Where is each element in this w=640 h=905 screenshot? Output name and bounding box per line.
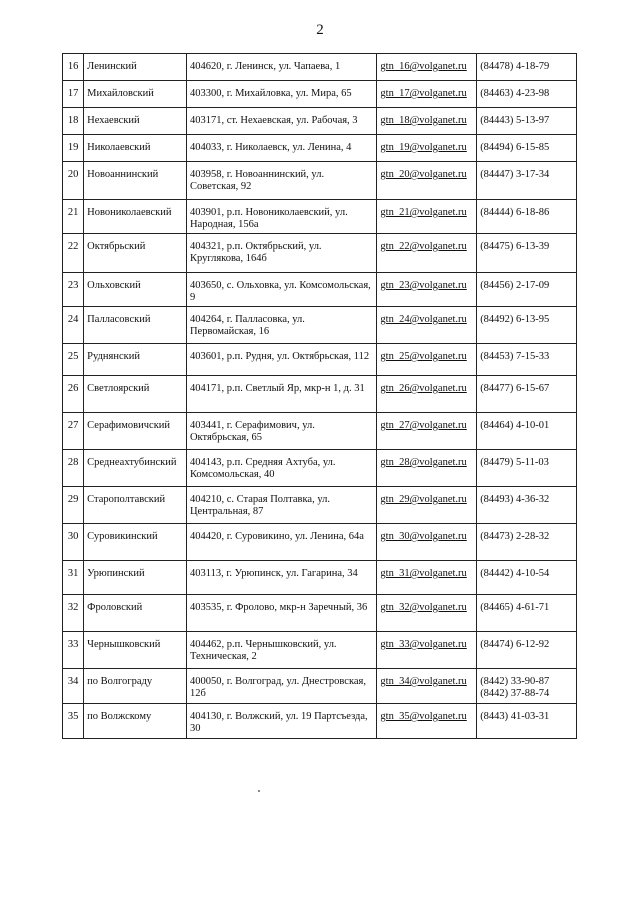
district-name: Руднянский (84, 344, 187, 376)
row-number: 19 (63, 135, 84, 162)
email-link[interactable]: gtn_22@volganet.ru (380, 241, 467, 252)
email-link[interactable]: gtn_17@volganet.ru (380, 88, 467, 99)
email-cell (377, 234, 477, 273)
district-name: Чернышковский (84, 632, 187, 669)
phone-cell (477, 632, 577, 669)
address: 403958, г. Новоаннинский, ул. Советская, 92 (186, 162, 376, 200)
row-number: 35 (63, 704, 84, 739)
table-row (63, 561, 577, 595)
phone-cell (477, 704, 577, 739)
district-name: Урюпинский (84, 561, 187, 595)
address: 403300, г. Михайловка, ул. Мира, 65 (186, 81, 376, 108)
district-name: Серафимовичский (84, 413, 187, 450)
address: 404210, с. Старая Полтавка, ул. Центральная, 87 (186, 487, 376, 524)
table-row (63, 108, 577, 135)
row-number: 30 (63, 524, 84, 561)
address: 400050, г. Волгоград, ул. Днестровская, 12б (186, 669, 376, 704)
email-link[interactable]: gtn_32@volganet.ru (380, 602, 467, 613)
district-name: Новоаннинский (84, 162, 187, 200)
email-cell (377, 561, 477, 595)
phone-number: (8443) 41-03-31 (480, 711, 550, 722)
address: 403901, р.п. Новониколаевский, ул. Народная, 156а (186, 200, 376, 234)
table-row (63, 135, 577, 162)
email-link[interactable]: gtn_25@volganet.ru (380, 351, 467, 362)
email-cell (377, 162, 477, 200)
phone-cell (477, 54, 577, 81)
table-row (63, 595, 577, 632)
table-row (63, 632, 577, 669)
phone-number: (84464) 4-10-01 (480, 420, 550, 431)
address: 404620, г. Ленинск, ул. Чапаева, 1 (186, 54, 376, 81)
row-number: 29 (63, 487, 84, 524)
phone-number: (84494) 6-15-85 (480, 142, 550, 153)
district-name: Суровикинский (84, 524, 187, 561)
table-row (63, 413, 577, 450)
row-number: 24 (63, 307, 84, 344)
address: 404462, р.п. Чернышковский, ул. Техническая, 2 (186, 632, 376, 669)
page-number: 2 (316, 22, 324, 38)
phone-cell (477, 524, 577, 561)
phone-number: (84493) 4-36-32 (480, 494, 550, 505)
address: 404264, г. Палласовка, ул. Первомайская, 16 (186, 307, 376, 344)
email-link[interactable]: gtn_29@volganet.ru (380, 494, 467, 505)
email-link[interactable]: gtn_33@volganet.ru (380, 639, 467, 650)
phone-cell (477, 376, 577, 413)
address: 403113, г. Урюпинск, ул. Гагарина, 34 (186, 561, 376, 595)
district-name: Нехаевский (84, 108, 187, 135)
table-row (63, 200, 577, 234)
email-link[interactable]: gtn_19@volganet.ru (380, 142, 467, 153)
phone-cell (477, 344, 577, 376)
phone-number: (84477) 6-15-67 (480, 383, 550, 394)
row-number: 20 (63, 162, 84, 200)
district-name: Светлоярский (84, 376, 187, 413)
district-name: Октябрьский (84, 234, 187, 273)
phone-number: (8442) 33-90-87 (480, 676, 550, 687)
email-cell (377, 135, 477, 162)
district-name: Ольховский (84, 273, 187, 307)
address: 404321, р.п. Октябрьский, ул. Круглякова, 164б (186, 234, 376, 273)
phone-number: (84465) 4-61-71 (480, 602, 550, 613)
email-cell (377, 632, 477, 669)
row-number: 23 (63, 273, 84, 307)
table-row (63, 669, 577, 704)
district-name: Старополтавский (84, 487, 187, 524)
email-link[interactable]: gtn_31@volganet.ru (380, 568, 467, 579)
district-name: Ленинский (84, 54, 187, 81)
email-cell (377, 595, 477, 632)
phone-cell (477, 307, 577, 344)
email-cell (377, 307, 477, 344)
table-row (63, 450, 577, 487)
row-number: 33 (63, 632, 84, 669)
email-cell (377, 200, 477, 234)
row-number: 21 (63, 200, 84, 234)
email-cell (377, 487, 477, 524)
email-link[interactable]: gtn_20@volganet.ru (380, 169, 467, 180)
email-link[interactable]: gtn_24@volganet.ru (380, 314, 467, 325)
table-body (63, 54, 577, 739)
district-name: Палласовский (84, 307, 187, 344)
phone-cell (477, 135, 577, 162)
phone-cell (477, 273, 577, 307)
email-link[interactable]: gtn_26@volganet.ru (380, 383, 467, 394)
row-number: 16 (63, 54, 84, 81)
email-link[interactable]: gtn_21@volganet.ru (380, 207, 467, 218)
table-row (63, 524, 577, 561)
phone-cell (477, 450, 577, 487)
phone-number: (84442) 4-10-54 (480, 568, 550, 579)
phone-number: (84474) 6-12-92 (480, 639, 550, 650)
email-link[interactable]: gtn_28@volganet.ru (380, 457, 467, 468)
row-number: 34 (63, 669, 84, 704)
table-row (63, 344, 577, 376)
email-link[interactable]: gtn_30@volganet.ru (380, 531, 467, 542)
table-row (63, 234, 577, 273)
district-name: Фроловский (84, 595, 187, 632)
row-number: 22 (63, 234, 84, 273)
address: 403601, р.п. Рудня, ул. Октябрьская, 112 (186, 344, 376, 376)
phone-cell (477, 162, 577, 200)
row-number: 18 (63, 108, 84, 135)
table-row (63, 162, 577, 200)
phone-cell (477, 234, 577, 273)
phone-cell (477, 561, 577, 595)
phone-number: (84479) 5-11-03 (480, 457, 549, 468)
phone-cell (477, 595, 577, 632)
address: 404033, г. Николаевск, ул. Ленина, 4 (186, 135, 376, 162)
row-number: 26 (63, 376, 84, 413)
gtn-contacts-table (62, 53, 577, 739)
table-row (63, 704, 577, 739)
row-number: 32 (63, 595, 84, 632)
district-name: Среднеахтубинский (84, 450, 187, 487)
phone-number: (84443) 5-13-97 (480, 115, 550, 126)
phone-cell (477, 108, 577, 135)
phone-number: (84444) 6-18-86 (480, 207, 550, 218)
district-name: Новониколаевский (84, 200, 187, 234)
phone-number: (84463) 4-23-98 (480, 88, 550, 99)
phone-cell (477, 200, 577, 234)
email-cell (377, 413, 477, 450)
email-cell (377, 524, 477, 561)
email-link[interactable]: gtn_35@volganet.ru (380, 711, 467, 722)
phone-number: (84456) 2-17-09 (480, 280, 550, 291)
row-number: 17 (63, 81, 84, 108)
phone-number: (84475) 6-13-39 (480, 241, 550, 252)
email-cell (377, 344, 477, 376)
address: 403441, г. Серафимович, ул. Октябрьская, 65 (186, 413, 376, 450)
email-cell (377, 54, 477, 81)
email-cell (377, 376, 477, 413)
address: 403171, ст. Нехаевская, ул. Рабочая, 3 (186, 108, 376, 135)
email-link[interactable]: gtn_34@volganet.ru (380, 676, 467, 687)
phone-number: (84478) 4-18-79 (480, 61, 550, 72)
scan-speck (258, 790, 260, 792)
email-link[interactable]: gtn_16@volganet.ru (380, 61, 467, 72)
email-cell (377, 669, 477, 704)
email-link[interactable]: gtn_27@volganet.ru (380, 420, 467, 431)
phone-cell (477, 487, 577, 524)
address: 404171, р.п. Светлый Яр, мкр-н 1, д. 31 (186, 376, 376, 413)
email-link[interactable]: gtn_18@volganet.ru (380, 115, 467, 126)
table-row (63, 487, 577, 524)
row-number: 27 (63, 413, 84, 450)
phone-number: (8442) 37-88-74 (480, 688, 550, 699)
phone-cell (477, 81, 577, 108)
phone-cell (477, 413, 577, 450)
email-cell (377, 704, 477, 739)
phone-number: (84473) 2-28-32 (480, 531, 550, 542)
email-cell (377, 450, 477, 487)
table-row (63, 376, 577, 413)
phone-cell (477, 669, 577, 704)
row-number: 25 (63, 344, 84, 376)
phone-number: (84447) 3-17-34 (480, 169, 550, 180)
email-cell (377, 273, 477, 307)
district-name: Михайловский (84, 81, 187, 108)
address: 403650, с. Ольховка, ул. Комсомольская, 9 (186, 273, 376, 307)
address: 403535, г. Фролово, мкр-н Заречный, 36 (186, 595, 376, 632)
address: 404130, г. Волжский, ул. 19 Партсъезда, 30 (186, 704, 376, 739)
email-cell (377, 81, 477, 108)
phone-number: (84453) 7-15-33 (480, 351, 550, 362)
address: 404420, г. Суровикино, ул. Ленина, 64а (186, 524, 376, 561)
table-row (63, 54, 577, 81)
table-row (63, 81, 577, 108)
row-number: 28 (63, 450, 84, 487)
district-name: Николаевский (84, 135, 187, 162)
table-row (63, 273, 577, 307)
district-name: по Волгограду (84, 669, 187, 704)
district-name: по Волжскому (84, 704, 187, 739)
row-number: 31 (63, 561, 84, 595)
address: 404143, р.п. Средняя Ахтуба, ул. Комсомольская, 40 (186, 450, 376, 487)
table-row (63, 307, 577, 344)
email-link[interactable]: gtn_23@volganet.ru (380, 280, 467, 291)
email-cell (377, 108, 477, 135)
phone-number: (84492) 6-13-95 (480, 314, 550, 325)
